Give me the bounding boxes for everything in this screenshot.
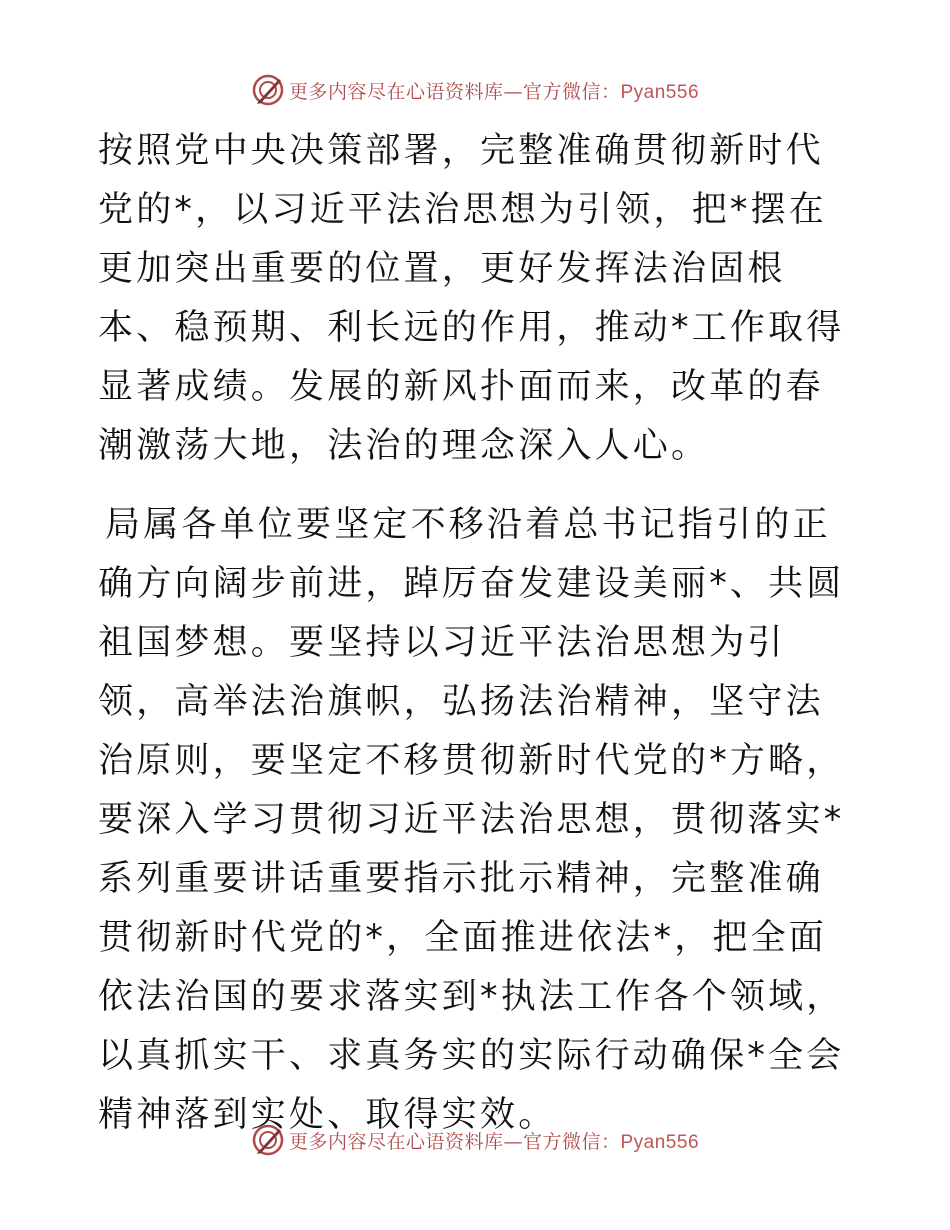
pen-logo-icon [251,1123,285,1157]
footer-banner-text [289,1127,699,1154]
pen-logo-icon [251,73,285,107]
header-banner-label: 更多内容尽在心语资料库—官方微信： [288,80,621,103]
header-banner-text [289,77,699,104]
footer-banner [0,1120,950,1160]
footer-banner-inner [251,1123,699,1157]
footer-wechat-id: Pyan556 [620,1131,700,1153]
document-body [98,122,858,1145]
paragraph-1: 按照党中央决策部署，完整准确贯彻新时代党的*，以习近平法治思想为引领，把*摆在更加突出重要的位置，更好发挥法治固根本、稳预期、利长远的作用，推动*工作取得显著成绩。发展的新风扑面而来，改革的春潮激荡大地，法治的理念深入人心。 [98,131,845,466]
header-wechat-id: Pyan556 [620,81,700,103]
header-banner-inner [251,73,699,107]
header-banner [0,70,950,110]
paragraph-2: 局属各单位要坚定不移沿着总书记指引的正确方向阔步前进，踔厉奋发建设美丽*、共圆祖国梦想。要坚持以习近平法治思想为引领，高举法治旗帜，弘扬法治精神，坚守法治原则，要坚定不移贯彻新时代党的*方略，要深入学习贯彻习近平法治思想，贯彻落实*系列重要讲话重要指示批示精神，完整准确贯彻新时代党的*，全面推进依法*，把全面依法治国的要求落实到*执法工作各个领域，以真抓实干、求真务实的实际行动确保*全会精神落到实处、取得实效。 [98,505,845,1135]
footer-banner-label: 更多内容尽在心语资料库—官方微信： [288,1130,621,1153]
